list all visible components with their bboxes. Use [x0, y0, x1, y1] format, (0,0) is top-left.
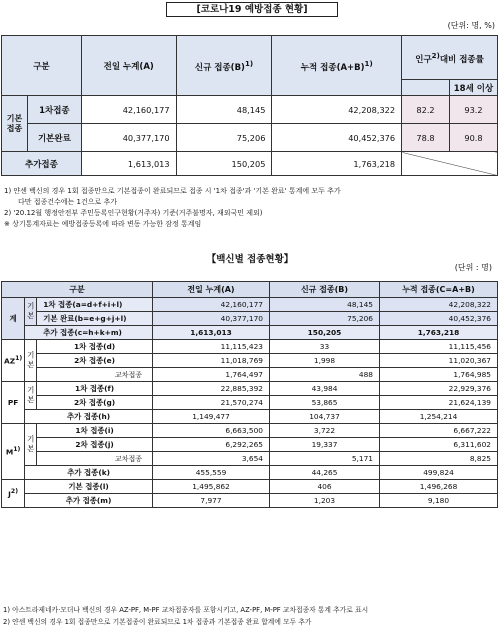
cell-prev: 3,654 — [153, 452, 270, 466]
footnote: 2) 얀센 백신의 경우 1회 접종만으로 기본접종이 완료되므로 1차 접종과 기본접종 완료 합계에 모두 추가 — [3, 618, 312, 626]
cell-cum: 11,020,367 — [380, 354, 498, 368]
cell-prev: 1,495,862 — [153, 480, 270, 494]
cell-new: 19,337 — [270, 438, 380, 452]
row-label: 기본완료 — [27, 124, 81, 152]
cell-cum: 1,254,214 — [380, 410, 498, 424]
row-label: 추가 접종(k) — [25, 466, 153, 480]
m-label: $M^{1)}$ — [2, 424, 25, 480]
cell-prev: 42,160,177 — [81, 96, 176, 124]
header-group: 구분 — [2, 282, 153, 298]
cell-cum: 11,115,456 — [380, 340, 498, 354]
cell-cum: 40,452,376 — [272, 124, 402, 152]
cell-prev: 40,377,170 — [153, 312, 270, 326]
basic-label: 기본 — [25, 424, 37, 466]
row-label: 교차접종 — [37, 452, 153, 466]
cell-new: 150,205 — [270, 326, 380, 340]
header-pop-rate: 인구$^{2)}$대비 접종률 — [402, 36, 498, 80]
cell-new: 406 — [270, 480, 380, 494]
j-label: $J^{2)}$ — [2, 480, 25, 508]
cell-prev: 42,160,177 — [153, 298, 270, 312]
footnotes-top — [4, 186, 498, 230]
cell-new: 5,171 — [270, 452, 380, 466]
vaccine-table — [1, 281, 498, 508]
cell-new: 488 — [270, 368, 380, 382]
cell-cum: 22,929,376 — [380, 382, 498, 396]
row-label: 1차 접종(d) — [37, 340, 153, 354]
cell-new: 44,265 — [270, 466, 380, 480]
cell-new: 48,145 — [176, 96, 272, 124]
basic-label: 기본 — [25, 340, 37, 382]
cell-new: 3,722 — [270, 424, 380, 438]
row-label: 2차 접종(e) — [37, 354, 153, 368]
cell-cum: 42,208,322 — [272, 96, 402, 124]
cell-prev: 1,764,497 — [153, 368, 270, 382]
footnote: 1) 얀센 백신의 경우 1회 접종만으로 기본접종이 완료되므로 접종 시 '1차 접종'과 '기본 완료' 통계에 모두 추가 — [4, 187, 341, 195]
cell-new: 150,205 — [176, 152, 272, 176]
cell-prev: 7,977 — [153, 494, 270, 508]
row-label: 1차 접종(i) — [37, 424, 153, 438]
cell-age18: 90.8 — [449, 124, 497, 152]
basic-label: 기본 접종 — [2, 96, 28, 152]
cell-prev: 22,885,392 — [153, 382, 270, 396]
cell-new: 53,865 — [270, 396, 380, 410]
vaccine-title: 【백신별 접종현황】 — [206, 254, 294, 265]
vaccination-status-table — [1, 35, 498, 176]
cell-cum: 6,667,222 — [380, 424, 498, 438]
row-label: 추가접종 — [2, 152, 82, 176]
cell-new: 75,206 — [270, 312, 380, 326]
row-label: 1차 접종(a=d+f+i+l) — [37, 298, 153, 312]
basic-label: 기본 — [25, 382, 37, 410]
unit-label-2: (단위 : 명) — [454, 263, 492, 272]
header-cum: 누적 접종(C=A+B) — [380, 282, 498, 298]
cell-new: 1,998 — [270, 354, 380, 368]
cell-cum: 42,208,322 — [380, 298, 498, 312]
row-label: 기본 접종(l) — [25, 480, 153, 494]
header-age18: 18세 이상 — [449, 80, 497, 96]
footnote: 1) 아스트라제네카·모더나 백신의 경우 AZ-PF, M-PF 교차접종자를 포함시키고, AZ-PF, M-PF 교차접종자 통계 추가로 표시 — [3, 606, 369, 614]
row-label: 추가 접종(h) — [25, 410, 153, 424]
cell-cum: 40,452,376 — [380, 312, 498, 326]
footnote: ※ 상기통계자료는 예방접종등록에 따라 변동 가능한 잠정 통계임 — [4, 220, 202, 228]
header-group: 구분 — [2, 36, 82, 96]
cell-new: 75,206 — [176, 124, 272, 152]
cell-prev: 1,613,013 — [81, 152, 176, 176]
cell-cum: 8,825 — [380, 452, 498, 466]
cell-cum: 1,764,985 — [380, 368, 498, 382]
cell-age18: 93.2 — [449, 96, 497, 124]
az-label: AZ$^{1)}$ — [2, 340, 25, 382]
cell-pop: 82.2 — [402, 96, 450, 124]
cell-prev: 6,292,265 — [153, 438, 270, 452]
footnotes-bottom — [3, 604, 499, 628]
row-label: 2차 접종(g) — [37, 396, 153, 410]
cell-new: 48,145 — [270, 298, 380, 312]
header-new: 신규 접종$(B)^{1)}$ — [176, 36, 272, 96]
row-label: 추가 접종(m) — [25, 494, 153, 508]
cell-cum: 9,180 — [380, 494, 498, 508]
row-label: 교차접종 — [37, 368, 153, 382]
cell-new: 104,737 — [270, 410, 380, 424]
row-label: 1차 접종(f) — [37, 382, 153, 396]
header-prev-cum: 전일 누계(A) — [81, 36, 176, 96]
cell-prev: 11,115,423 — [153, 340, 270, 354]
header-new: 신규 접종(B) — [270, 282, 380, 298]
cell-cum: 1,496,268 — [380, 480, 498, 494]
cell-prev: 21,570,274 — [153, 396, 270, 410]
header-prev: 전일 누계(A) — [153, 282, 270, 298]
status-title: [코로나19 예방접종 현황] — [166, 2, 338, 17]
row-label: 기본 완료(b=e+g+j+l) — [37, 312, 153, 326]
footnote: 2) '20.12월 행정안전부 주민등록인구현황(거주자) 기준(거주불명자, 재외국민 제외) — [4, 209, 263, 217]
cell-new: 33 — [270, 340, 380, 354]
cell-new: 43,984 — [270, 382, 380, 396]
cell-prev: 11,018,769 — [153, 354, 270, 368]
cell-prev: 1,149,477 — [153, 410, 270, 424]
cell-new: 1,203 — [270, 494, 380, 508]
total-label: 계 — [2, 298, 25, 340]
row-label: 2차 접종(j) — [37, 438, 153, 452]
footnote: 다만 접종건수에는 1건으로 추가 — [18, 198, 118, 206]
cell-cum: 1,763,218 — [272, 152, 402, 176]
cell-prev: 40,377,170 — [81, 124, 176, 152]
cell-prev: 1,613,013 — [153, 326, 270, 340]
unit-label: (단위: 명, %) — [447, 21, 495, 30]
cell-prev: 6,663,500 — [153, 424, 270, 438]
header-cum: 누적 접종$(A+B)^{1)}$ — [272, 36, 402, 96]
basic-label: 기본 — [25, 298, 37, 326]
header-blank — [402, 80, 450, 96]
cell-cum: 6,311,602 — [380, 438, 498, 452]
row-label: 1차접종 — [27, 96, 81, 124]
row-label: 추가 접종(c=h+k+m) — [25, 326, 153, 340]
cell-cum: 1,763,218 — [380, 326, 498, 340]
cell-cum: 499,824 — [380, 466, 498, 480]
pf-label: PF — [2, 382, 25, 424]
cell-pop: 78.8 — [402, 124, 450, 152]
cell-cum: 21,624,139 — [380, 396, 498, 410]
diagonal-cell — [402, 152, 498, 176]
cell-prev: 455,559 — [153, 466, 270, 480]
